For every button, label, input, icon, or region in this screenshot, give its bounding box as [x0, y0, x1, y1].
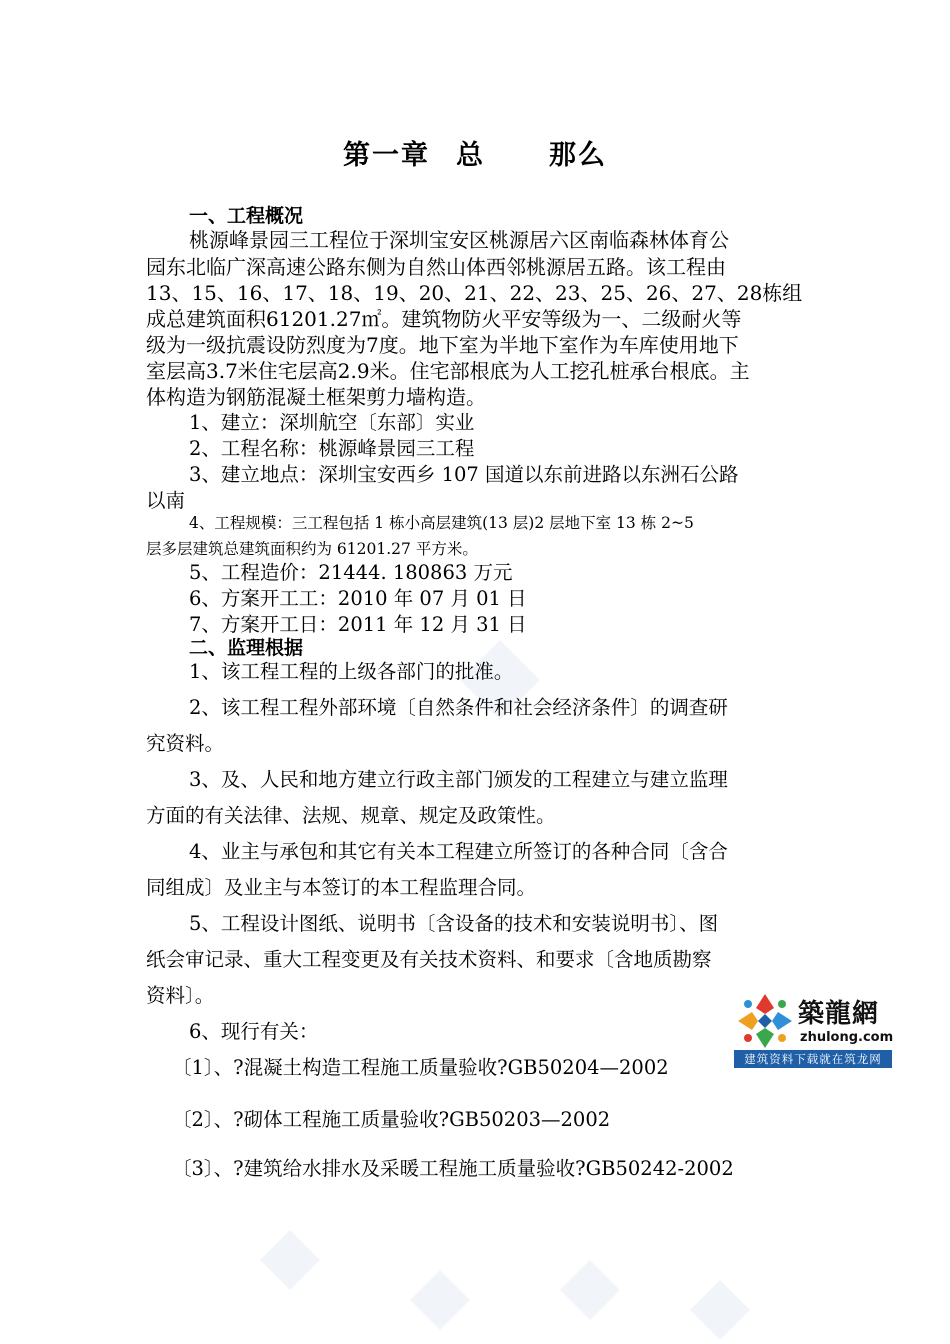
- basis-line: 纸会审记录、重大工程变更及有关技术资料、和要求〔含地质勘察: [146, 948, 712, 971]
- standard-item: 〔2〕、?砌体工程施工质量验收?GB50203—2002: [172, 1108, 611, 1131]
- logo-chinese-name: 築龍網: [798, 999, 880, 1029]
- section-heading-basis: 二、监理根据: [189, 637, 304, 659]
- overview-line: 13、15、16、17、18、19、20、21、22、23、25、26、27、28栋组: [146, 281, 803, 305]
- list-item: 2、工程名称：桃源峰景园三工程: [189, 437, 475, 460]
- overview-line: 体构造为钢筋混凝土框架剪力墙构造。: [146, 385, 486, 409]
- list-item: 1、建立：深圳航空〔东部〕实业: [189, 411, 475, 434]
- basis-line: 1、该工程工程的上级各部门的批准。: [189, 660, 514, 683]
- section-heading-overview: 一、工程概况: [189, 205, 304, 227]
- watermark-pattern: [240, 1220, 840, 1344]
- basis-line: 究资料。: [146, 732, 225, 755]
- standard-item: 〔3〕、?建筑给水排水及采暖工程施工质量验收?GB50242-2002: [172, 1157, 734, 1180]
- chapter-title: 第一章 总 那么: [343, 140, 607, 171]
- list-item: 3、建立地点：深圳宝安西乡 107 国道以东前进路以东洲石公路: [189, 463, 739, 486]
- zhulong-logo: [734, 990, 892, 1068]
- list-item: 层多层建筑总建筑面积约为 61201.27 平方米。: [146, 540, 478, 558]
- basis-line: 5、工程设计图纸、说明书〔含设备的技术和安装说明书〕、图: [189, 912, 719, 935]
- list-item: 4、工程规模：三工程包括 1 栋小高层建筑(13 层)2 层地下室 13 栋 2~5: [189, 514, 694, 532]
- snowflake-logo-icon: [736, 992, 794, 1050]
- basis-line: 3、及、人民和地方建立行政主部门颁发的工程建立与建立监理: [189, 768, 728, 791]
- list-item: 以南: [146, 489, 186, 512]
- overview-line: 级为一级抗震设防烈度为7度。地下室为半地下室作为车库使用地下: [146, 333, 739, 357]
- basis-line: 资料〕。: [146, 984, 215, 1007]
- list-item: 7、方案开工日：2011 年 12 月 31 日: [189, 613, 527, 636]
- list-item: 5、工程造价：21444. 180863 万元: [189, 561, 513, 584]
- basis-line: 4、业主与承包和其它有关本工程建立所签订的各种合同〔含合: [189, 840, 728, 863]
- overview-line: 成总建筑面积61201.27㎡。建筑物防火平安等级为一、二级耐火等: [146, 307, 742, 331]
- overview-line: 室层高3.7米住宅层高2.9米。住宅部根底为人工挖孔桩承台根底。主: [146, 359, 750, 383]
- logo-domain: zhulong.com: [800, 1030, 894, 1045]
- overview-line: 桃源峰景园三工程位于深圳宝安区桃源居六区南临森林体育公: [189, 228, 729, 252]
- basis-line: 同组成〕及业主与本签订的本工程监理合同。: [146, 876, 537, 899]
- basis-line: 2、该工程工程外部环境〔自然条件和社会经济条件〕的调查研: [189, 696, 728, 719]
- list-item: 6、方案开工工：2010 年 07 月 01 日: [189, 587, 527, 610]
- basis-line: 方面的有关法律、法规、规章、规定及政策性。: [146, 804, 556, 827]
- standard-item: 〔1〕、?混凝土构造工程施工质量验收?GB50204—2002: [172, 1056, 669, 1079]
- basis-line: 6、现行有关：: [189, 1020, 319, 1043]
- logo-tagline: 建筑资料下载就在筑龙网: [734, 1050, 892, 1068]
- overview-line: 园东北临广深高速公路东侧为自然山体西邻桃源居五路。该工程由: [146, 255, 726, 279]
